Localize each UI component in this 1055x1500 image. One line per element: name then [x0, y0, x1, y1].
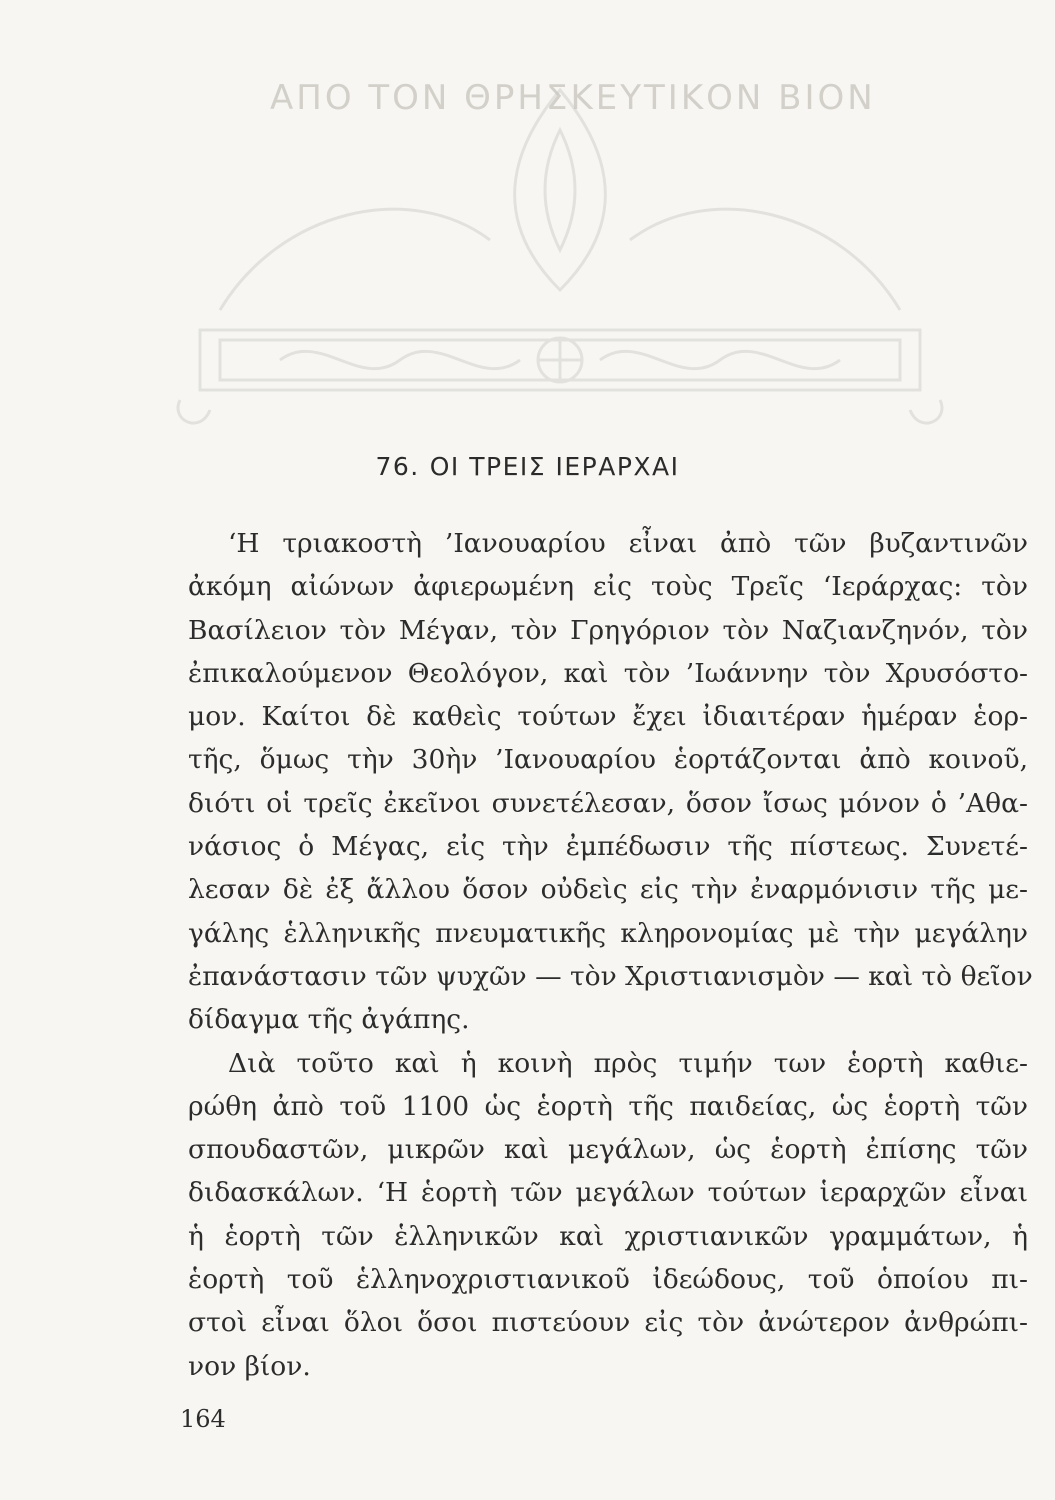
text-line: Διὰ τοῦτο καὶ ἡ κοινὴ πρὸς τιμήν των ἑορτὴ καθιε- — [228, 1047, 1028, 1079]
paragraph-2 — [188, 1042, 1028, 1388]
section-number: 76. — [375, 452, 420, 481]
text-line: ἐπανάστασιν τῶν ψυχῶν — τὸν Χριστιανισμὸν — καὶ τὸ θεῖον — [188, 960, 1033, 992]
text-line: λεσαν δὲ ἐξ ἄλλου ὅσον οὐδεὶς εἰς τὴν ἐναρμόνισιν τῆς με- — [188, 874, 1028, 906]
text-line: Βασίλειον τὸν Μέγαν, τὸν Γρηγόριον τὸν Ναζιανζηνόν, τὸν — [188, 614, 1028, 646]
text-line: μον. Καίτοι δὲ καθεὶς τούτων ἔχει ἰδιαιτέραν ἡμέραν ἑορ- — [188, 701, 1028, 733]
text-line: γάλης ἑλληνικῆς πνευματικῆς κληρονομίας μὲ τὴν μεγάλην — [188, 917, 1028, 949]
text-line: σπουδαστῶν, μικρῶν καὶ μεγάλων, ὡς ἑορτὴ ἐπίσης τῶν — [188, 1134, 1028, 1166]
text-line: διδασκάλων. ‘Η ἑορτὴ τῶν μεγάλων τούτων ἱεραρχῶν εἶναι — [188, 1177, 1028, 1209]
text-line: διότι οἱ τρεῖς ἐκεῖνοι συνετέλεσαν, ὅσον ἴσως μόνον ὁ ’Αθα- — [188, 787, 1028, 819]
text-line: ‘Η τριακοστὴ ’Ιανουαρίου εἶναι ἀπὸ τῶν βυζαντινῶν — [228, 528, 1028, 559]
text-line: στοὶ εἶναι ὅλοι ὅσοι πιστεύουν εἰς τὸν ἀνώτερον ἀνθρώπι- — [188, 1307, 1028, 1339]
text-line: τῆς, ὅμως τὴν 30ὴν ’Ιανουαρίου ἑορτάζονται ἀπὸ κοινοῦ, — [188, 744, 1028, 776]
text-line: δίδαγμα τῆς ἀγάπης. — [188, 1004, 470, 1036]
text-line: ἑορτὴ τοῦ ἑλληνοχριστιανικοῦ ἰδεώδους, τοῦ ὁποίου πι- — [188, 1264, 1028, 1296]
body-text — [188, 522, 1033, 1388]
section-title: ΟΙ ΤΡΕΙΣ ΙΕΡΑΡΧΑΙ — [429, 452, 680, 481]
bleed-through-header: ΑΠΟ ΤΟΝ ΘΡΗΣΚΕΥΤΙΚΟΝ ΒΙΟΝ — [270, 78, 876, 118]
text-line: ἐπικαλούμενον Θεολόγον, καὶ τὸν ’Ιωάννην τὸν Χρυσόστο- — [188, 657, 1028, 689]
text-line: νάσιος ὁ Μέγας, εἰς τὴν ἐμπέδωσιν τῆς πίστεως. Συνετέ- — [188, 831, 1028, 863]
page-number: 164 — [180, 1405, 226, 1433]
section-heading — [0, 452, 1055, 481]
text-line: νον βίον. — [188, 1350, 311, 1382]
text-line: ρώθη ἀπὸ τοῦ 1100 ὡς ἑορτὴ τῆς παιδείας, ὡς ἑορτὴ τῶν — [188, 1090, 1028, 1122]
paragraph-1 — [188, 522, 1033, 1042]
text-line: ἡ ἑορτὴ τῶν ἑλληνικῶν καὶ χριστιανικῶν γραμμάτων, ἡ — [188, 1220, 1028, 1252]
text-line: ἀκόμη αἰώνων ἀφιερωμένη εἰς τοὺς Τρεῖς ‘Ιεράρχας: τὸν — [188, 571, 1028, 603]
